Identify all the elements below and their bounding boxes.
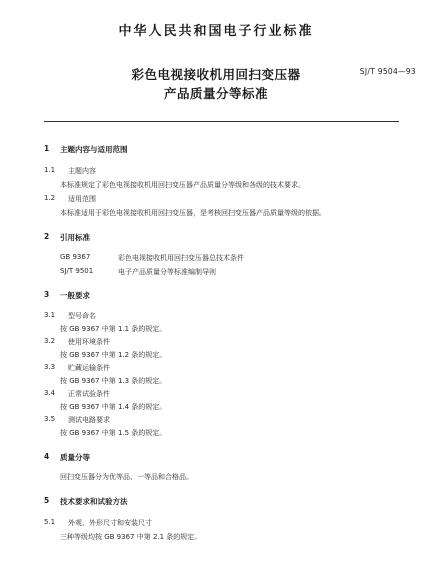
section-title: 一般要求 (60, 291, 90, 300)
section-number: 5 (44, 496, 50, 505)
section-title: 技术要求和试验方法 (60, 497, 128, 506)
reference-title: 电子产品质量分等标准编制导则 (118, 268, 216, 276)
section-number: 3.1 (44, 311, 56, 319)
section-number: 3 (44, 290, 50, 299)
section-number: 3.3 (44, 363, 56, 371)
section-title: 测试电路要求 (68, 416, 110, 424)
section-title: 适用范围 (68, 195, 96, 203)
document-title-line1: 彩色电视接收机用回扫变压器 (131, 67, 301, 82)
section-text: 回扫变压器分为优等品、一等品和合格品。 (60, 473, 193, 481)
section-text: 按 GB 9367 中第 1.3 条的规定。 (60, 377, 167, 385)
section-text: 本标准规定了彩色电视接收机用回扫变压器产品质量分等级和各级的技术要求。 (60, 181, 305, 189)
section-text: 按 GB 9367 中第 1.4 条的规定。 (60, 403, 167, 411)
reference-code: SJ/T 9501 (60, 267, 94, 275)
section-text: 本标准适用于彩色电视接收机用回扫变压器，是考核回扫变压器产品质量等级的依据。 (60, 209, 326, 217)
reference-code: GB 9367 (60, 253, 91, 261)
section-text: 按 GB 9367 中第 1.1 条的规定。 (60, 325, 167, 333)
section-title: 质量分等 (60, 453, 90, 462)
section-number: 1 (44, 144, 50, 153)
section-text: 按 GB 9367 中第 1.5 条的规定。 (60, 429, 167, 437)
section-number: 3.4 (44, 389, 56, 397)
section-number: 1.2 (44, 194, 56, 202)
section-number: 4 (44, 452, 50, 461)
reference-title: 彩色电视接收机用回扫变压器总技术条件 (118, 254, 244, 262)
section-title: 型号命名 (68, 312, 96, 320)
standard-code: SJ/T 9504—93 (359, 67, 416, 76)
section-number: 3.5 (44, 415, 56, 423)
section-title: 使用环境条件 (68, 338, 110, 346)
section-title: 外观、外形尺寸和安装尺寸 (68, 519, 152, 527)
section-number: 3.2 (44, 337, 56, 345)
section-number: 2 (44, 232, 50, 241)
section-number: 5.1 (44, 518, 56, 526)
section-title: 贮藏运输条件 (68, 364, 110, 372)
document-title-line2: 产品质量分等标准 (163, 86, 268, 101)
section-number: 1.1 (44, 166, 56, 174)
title-divider (44, 121, 399, 122)
section-title: 正常试验条件 (68, 390, 110, 398)
section-title: 主题内容 (68, 167, 96, 175)
section-text: 按 GB 9367 中第 1.2 条的规定。 (60, 351, 167, 359)
section-title: 引用标准 (60, 233, 90, 242)
section-text: 三种等级均按 GB 9367 中第 2.1 条的规定。 (60, 533, 202, 541)
section-title: 主题内容与适用范围 (60, 145, 128, 154)
issuing-authority-header: 中华人民共和国电子行业标准 (118, 24, 314, 39)
